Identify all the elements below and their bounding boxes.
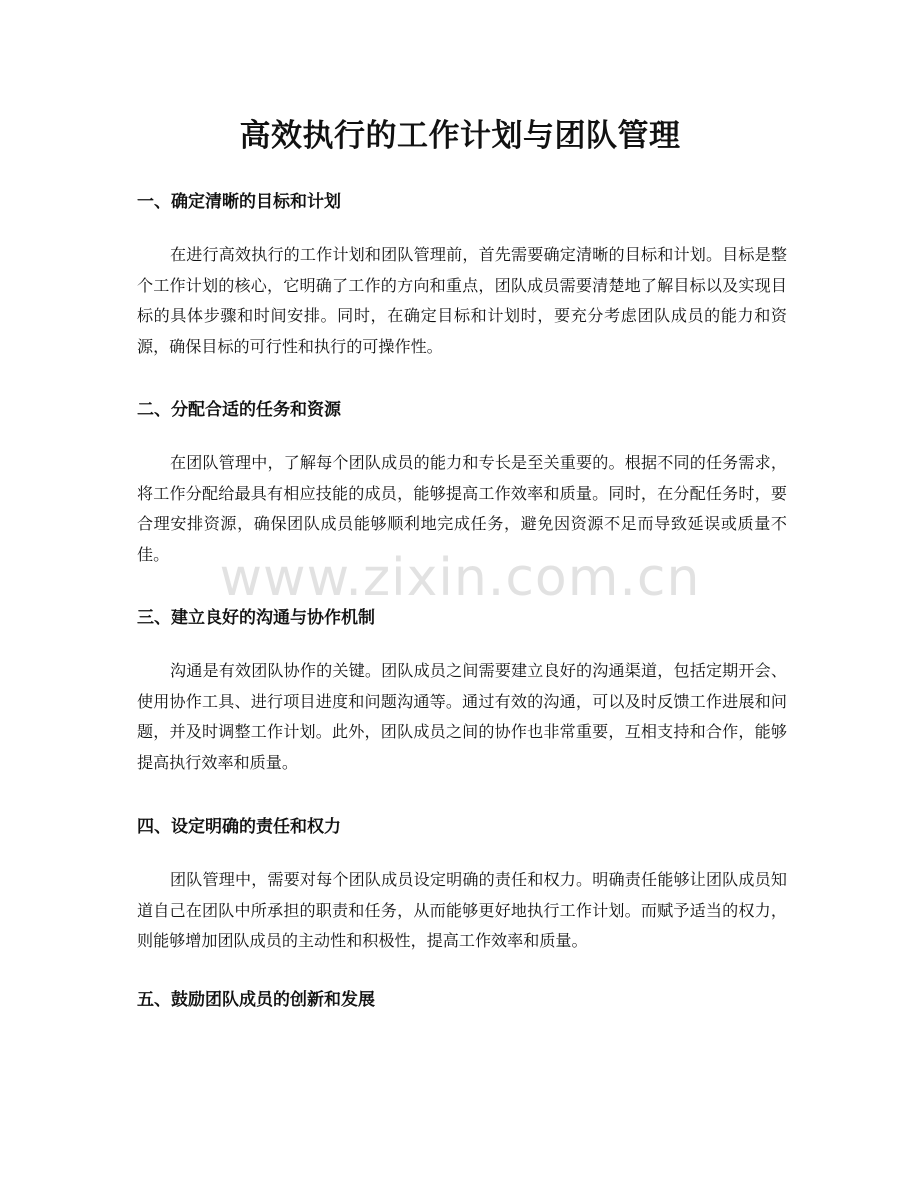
document-title: 高效执行的工作计划与团队管理 — [239, 118, 681, 154]
section-3 — [137, 606, 787, 778]
section-heading: 二、分配合适的任务和资源 — [137, 400, 341, 420]
section-paragraph: 团队管理中，需要对每个团队成员设定明确的责任和权力。明确责任能够让团队成员知道自己在团队中所承担的职责和任务，从而能够更好地执行工作计划。而赋予适当的权力，则能够增加团队成员的主动性和积极性，提高工作效率和质量。 — [137, 870, 787, 950]
section-5 — [137, 988, 787, 1012]
section-paragraph: 沟通是有效团队协作的关键。团队成员之间需要建立良好的沟通渠道，包括定期开会、使用协作工具、进行项目进度和问题沟通等。通过有效的沟通，可以及时反馈工作进展和问题，并及时调整工作计划。此外，团队成员之间的协作也非常重要，互相支持和合作，能够提高执行效率和质量。 — [137, 661, 787, 772]
section-paragraph: 在进行高效执行的工作计划和团队管理前，首先需要确定清晰的目标和计划。目标是整个工作计划的核心，它明确了工作的方向和重点，团队成员需要清楚地了解目标以及实现目标的具体步骤和时间安排。同时，在确定目标和计划时，要充分考虑团队成员的能力和资源，确保目标的可行性和执行的可操作性。 — [137, 245, 787, 356]
section-heading: 五、鼓励团队成员的创新和发展 — [137, 990, 375, 1010]
section-4 — [137, 815, 787, 957]
watermark: www.zixin.com.cn — [219, 548, 701, 608]
section-heading: 一、确定清晰的目标和计划 — [137, 192, 341, 212]
section-paragraph: 在团队管理中，了解每个团队成员的能力和专长是至关重要的。根据不同的任务需求，将工作分配给最具有相应技能的成员，能够提高工作效率和质量。同时，在分配任务时，要合理安排资源，确保团队成员能够顺利地完成任务，避免因资源不足而导致延误或质量不佳。 — [137, 453, 787, 564]
section-2 — [137, 398, 787, 570]
section-heading: 三、建立良好的沟通与协作机制 — [137, 608, 375, 628]
section-heading: 四、设定明确的责任和权力 — [137, 817, 341, 837]
section-1 — [137, 190, 787, 362]
